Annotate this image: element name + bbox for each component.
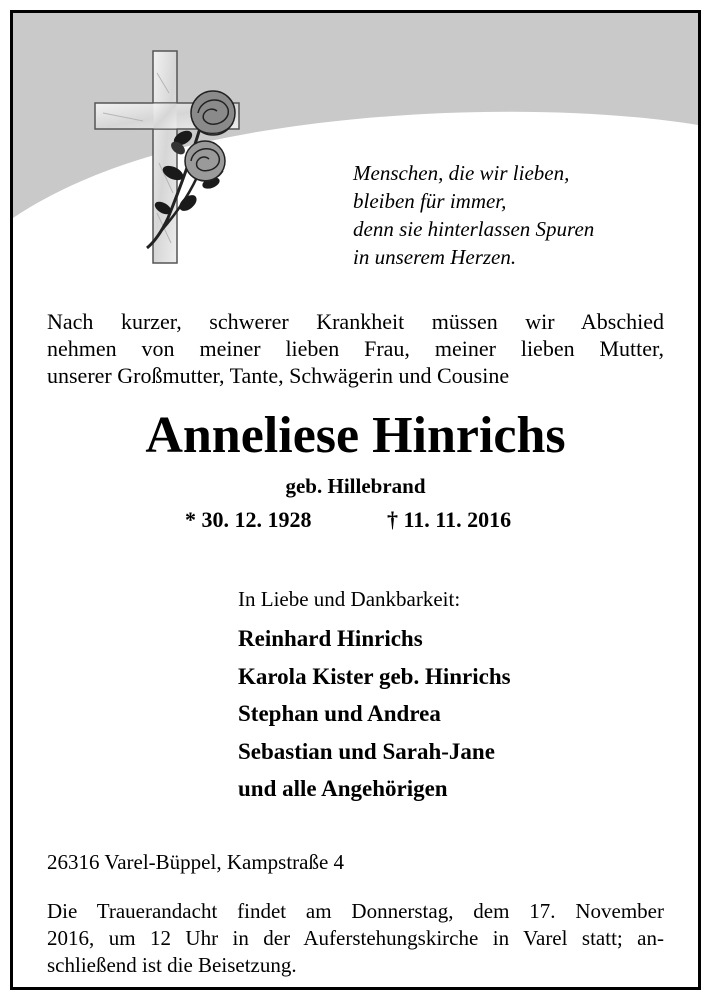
funeral-notice — [47, 898, 664, 979]
maiden-name: geb. Hillebrand — [285, 474, 426, 498]
address: 26316 Varel-Büppel, Kampstraße 4 — [47, 850, 345, 874]
family-member: Sebastian und Sarah-Jane — [238, 738, 495, 764]
quote-line: Menschen, die wir lieben, — [353, 161, 570, 185]
quote-line: bleiben für immer, — [353, 189, 507, 213]
quote-line: denn sie hinterlassen Spuren — [353, 217, 595, 241]
family-member: Stephan und Andrea — [238, 701, 441, 726]
birth-date: * 30. 12. 1928 — [185, 507, 312, 532]
family-member: und alle Angehörigen — [238, 776, 448, 801]
family-lead: In Liebe und Dankbarkeit: — [238, 587, 461, 611]
intro-line: nehmen von meiner lieben Frau, meiner lieben Mutter, — [47, 336, 664, 361]
memorial-quote — [353, 159, 683, 271]
family-member: Karola Kister geb. Hinrichs — [238, 663, 511, 689]
family-member: Reinhard Hinrichs — [238, 626, 423, 651]
cross-with-roses-icon — [83, 43, 263, 268]
death-date: † 11. 11. 2016 — [387, 507, 512, 532]
intro-line: Nach kurzer, schwerer Krankheit müssen wir Abschied — [47, 309, 664, 334]
notice-line: schließend ist die Beisetzung. — [47, 953, 297, 977]
obituary-notice — [10, 10, 701, 990]
family-signatures — [238, 586, 678, 808]
notice-line: Die Trauerandacht findet am Donnerstag, dem 17. November — [47, 899, 664, 923]
quote-line: in unserem Herzen. — [353, 245, 517, 269]
notice-line: 2016, um 12 Uhr in der Auferstehungskirche in Varel statt; an- — [47, 926, 664, 950]
intro-line: unserer Großmutter, Tante, Schwägerin und Cousine — [47, 363, 510, 388]
deceased-name: Anneliese Hinrichs — [145, 407, 566, 464]
intro-text — [47, 308, 664, 389]
